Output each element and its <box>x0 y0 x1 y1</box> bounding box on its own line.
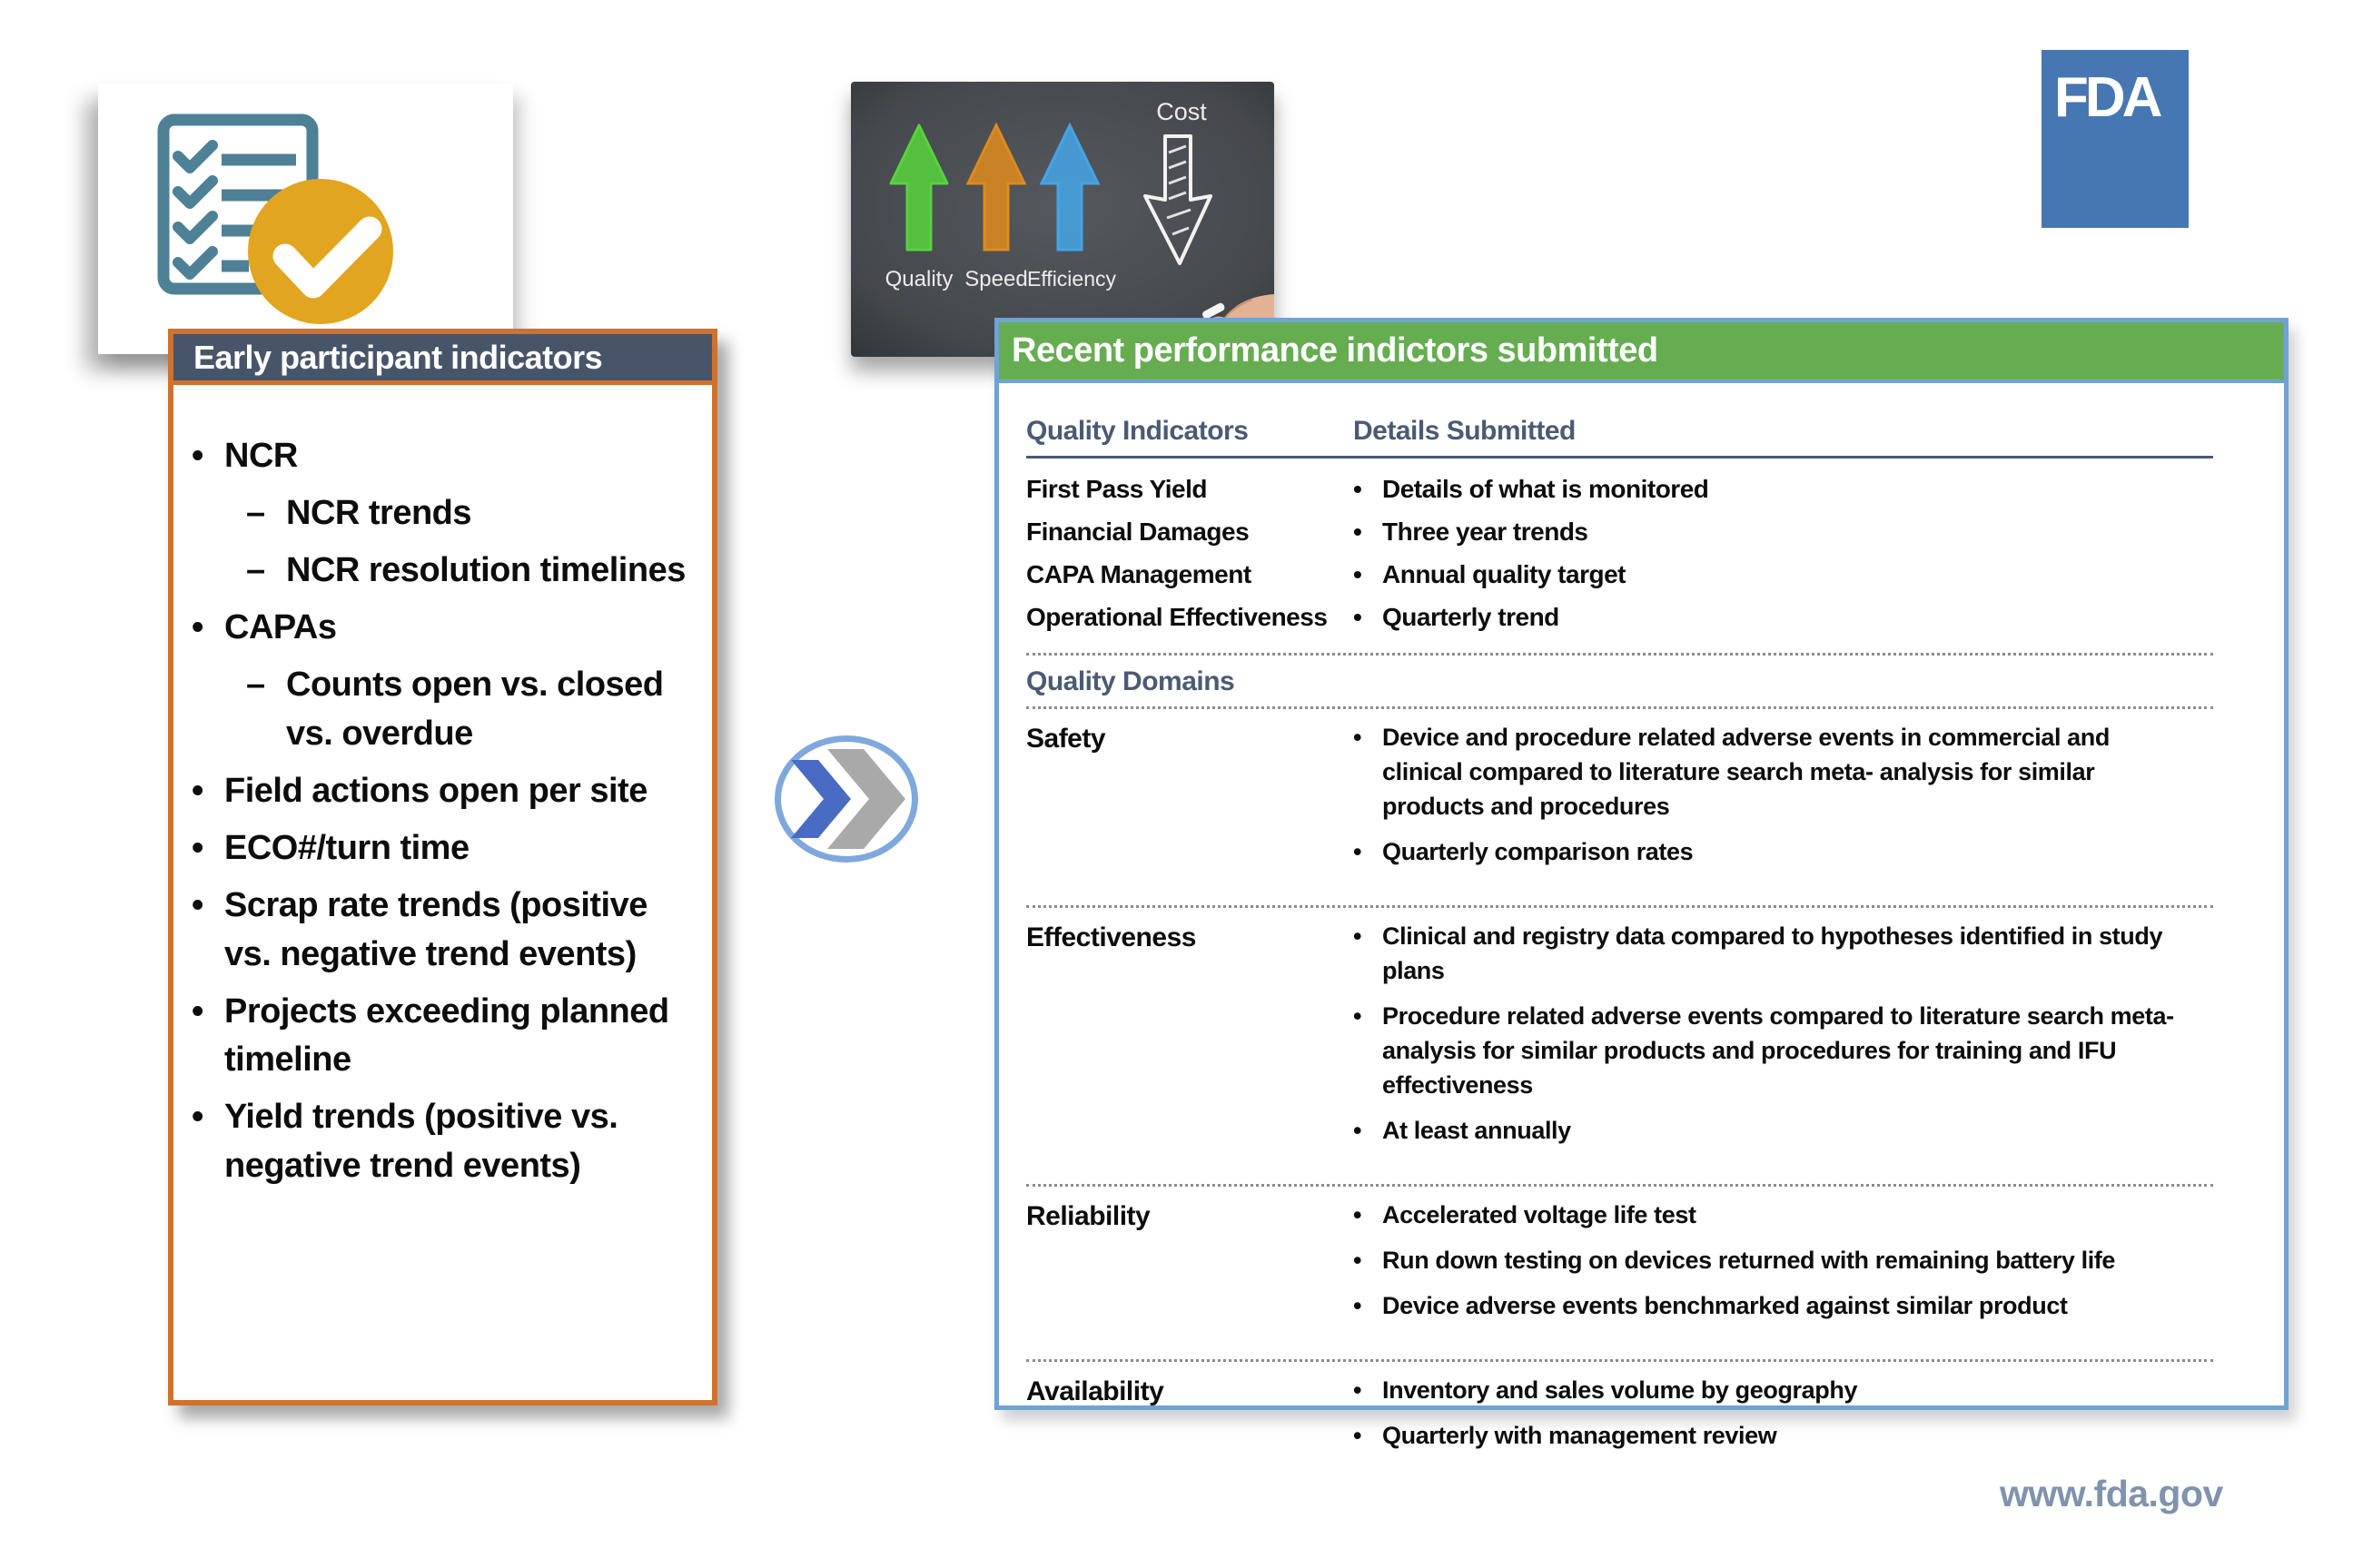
list-item <box>192 882 697 980</box>
details-column <box>1353 468 2257 638</box>
detail-text: Annual quality target <box>1382 560 1626 588</box>
list-item-text: CAPAs <box>224 607 337 646</box>
domain-name: Effectiveness <box>1026 922 1196 952</box>
bullet-text: Clinical and registry data compared to hypotheses identified in study plans <box>1382 922 2163 984</box>
bullet-icon: • <box>1353 560 1362 588</box>
bullet-icon: • <box>192 1098 203 1137</box>
domain-name: Availability <box>1026 1376 1164 1406</box>
bullet-text: Quarterly with management review <box>1382 1422 1777 1449</box>
dotted-separator <box>1026 653 2213 656</box>
right-panel-body <box>999 416 2284 1474</box>
list-item <box>192 1093 697 1191</box>
bullet-icon: • <box>1353 838 1362 865</box>
domain-bullet <box>1353 834 2175 869</box>
domain-bullet <box>1353 1418 2175 1453</box>
domain-name: Safety <box>1026 724 1106 754</box>
list-item-text: Field actions open per site <box>224 771 648 810</box>
detail-text: Quarterly trend <box>1382 603 1559 631</box>
checklist-image-card <box>98 84 513 354</box>
domain-bullet <box>1353 1113 2175 1148</box>
fda-logo-text: FDA <box>2054 66 2160 129</box>
left-panel-title: Early participant indicators <box>173 334 712 385</box>
bullet-icon: • <box>192 437 203 475</box>
indicators-column <box>1026 468 1353 638</box>
list-item-text: ECO#/turn time <box>224 828 470 867</box>
bullet-icon: • <box>192 828 203 867</box>
table-header-row <box>1026 416 2213 459</box>
bullet-icon: • <box>1353 1422 1362 1449</box>
domain-bullet <box>1353 919 2175 988</box>
fda-gov-url: www.fda.gov <box>2000 1473 2223 1514</box>
domain-bullets <box>1353 919 2175 1159</box>
recent-performance-indicators-panel <box>994 318 2289 1449</box>
bullet-icon: • <box>1353 922 1362 950</box>
detail-item <box>1353 596 2257 638</box>
bullet-icon: • <box>1353 1247 1362 1274</box>
bullet-icon: • <box>192 991 203 1031</box>
bullet-icon: • <box>1353 1376 1362 1404</box>
indicators-table <box>1026 468 2257 638</box>
bullet-text: Quarterly comparison rates <box>1382 838 1694 865</box>
detail-item <box>1353 510 2257 553</box>
bullet-icon: • <box>192 885 203 924</box>
left-panel-list <box>173 385 712 1191</box>
bullet-icon: • <box>192 607 203 646</box>
bullet-text: At least annually <box>1382 1117 1571 1144</box>
list-item <box>192 767 697 816</box>
quality-domains-heading: Quality Domains <box>1026 666 1235 696</box>
list-item <box>192 661 697 759</box>
bullet-text: Procedure related adverse events compared to literature search meta-analysis for similar products and procedures for training and IFU effectiveness <box>1382 1002 2174 1099</box>
bullet-text: Device adverse events benchmarked against similar product <box>1382 1292 2068 1319</box>
list-item <box>192 824 697 873</box>
bullet-text: Accelerated voltage life test <box>1382 1201 1696 1228</box>
bullet-icon: • <box>1353 1117 1362 1144</box>
indicator-cell: First Pass Yield <box>1026 475 1207 503</box>
bullet-icon: • <box>1353 518 1362 546</box>
list-item-text: Scrap rate trends (positive vs. negative trend events) <box>224 885 648 973</box>
dash-icon: – <box>246 550 265 589</box>
label-efficiency: Efficiency <box>1026 267 1117 291</box>
bullet-text: Run down testing on devices returned with remaining battery life <box>1382 1247 2116 1274</box>
column-header-quality-indicators: Quality Indicators <box>1026 416 1249 446</box>
bullet-icon: • <box>1353 1002 1362 1030</box>
domain-bullet <box>1353 999 2175 1102</box>
indicator-cell: Operational Effectiveness <box>1026 603 1328 631</box>
label-speed: Speed <box>964 267 1028 291</box>
bullet-icon: • <box>192 771 203 810</box>
double-chevron-icon <box>775 735 918 863</box>
domain-bullet <box>1353 1288 2175 1323</box>
detail-item <box>1353 468 2257 510</box>
early-participant-indicators-panel <box>168 329 717 1405</box>
bullet-icon: • <box>1353 724 1362 751</box>
bullet-text: Inventory and sales volume by geography <box>1382 1376 1858 1404</box>
column-header-details-submitted: Details Submitted <box>1353 416 1576 446</box>
indicator-cell: Financial Damages <box>1026 518 1250 546</box>
domain-row-availability <box>1026 1362 2257 1474</box>
list-item-text: NCR <box>224 437 298 475</box>
chalkboard-image <box>851 82 1274 357</box>
label-cost: Cost <box>1156 98 1207 125</box>
domain-bullet <box>1353 720 2175 823</box>
domain-row-reliability <box>1026 1187 2257 1345</box>
list-item-text: NCR resolution timelines <box>286 550 686 589</box>
list-item-text: NCR trends <box>286 493 472 532</box>
list-item <box>192 547 697 596</box>
domain-bullets <box>1353 1373 2175 1464</box>
bullet-text: Device and procedure related adverse events in commercial and clinical compared to literature search meta- analysis for similar products and procedures <box>1382 724 2110 820</box>
domain-row-effectiveness <box>1026 908 2257 1169</box>
right-panel-title: Recent performance indictors submitted <box>999 322 2284 383</box>
domain-row-safety <box>1026 709 2257 891</box>
checklist-check-icon <box>98 84 513 354</box>
list-item <box>192 604 697 653</box>
domain-bullets <box>1353 720 2175 880</box>
domain-bullet <box>1353 1373 2175 1407</box>
fda-logo <box>2042 50 2189 228</box>
bullet-icon: • <box>1353 475 1362 503</box>
list-item-text: Counts open vs. closed vs. overdue <box>286 665 664 753</box>
domain-name: Reliability <box>1026 1201 1151 1231</box>
indicator-cell: CAPA Management <box>1026 560 1251 588</box>
detail-text: Three year trends <box>1382 518 1588 546</box>
domain-bullet <box>1353 1198 2175 1232</box>
bullet-icon: • <box>1353 603 1362 631</box>
list-item-text: Projects exceeding planned timeline <box>224 991 669 1080</box>
bullet-icon: • <box>1353 1292 1362 1319</box>
detail-item <box>1353 553 2257 596</box>
list-item <box>192 489 697 538</box>
dash-icon: – <box>246 665 265 704</box>
dash-icon: – <box>246 493 265 532</box>
domain-bullets <box>1353 1198 2175 1334</box>
detail-text: Details of what is monitored <box>1382 475 1709 503</box>
bullet-icon: • <box>1353 1201 1362 1228</box>
list-item-text: Yield trends (positive vs. negative trend events) <box>224 1098 618 1186</box>
list-item <box>192 432 697 481</box>
domain-bullet <box>1353 1243 2175 1277</box>
label-quality: Quality <box>885 267 954 291</box>
list-item <box>192 988 697 1086</box>
